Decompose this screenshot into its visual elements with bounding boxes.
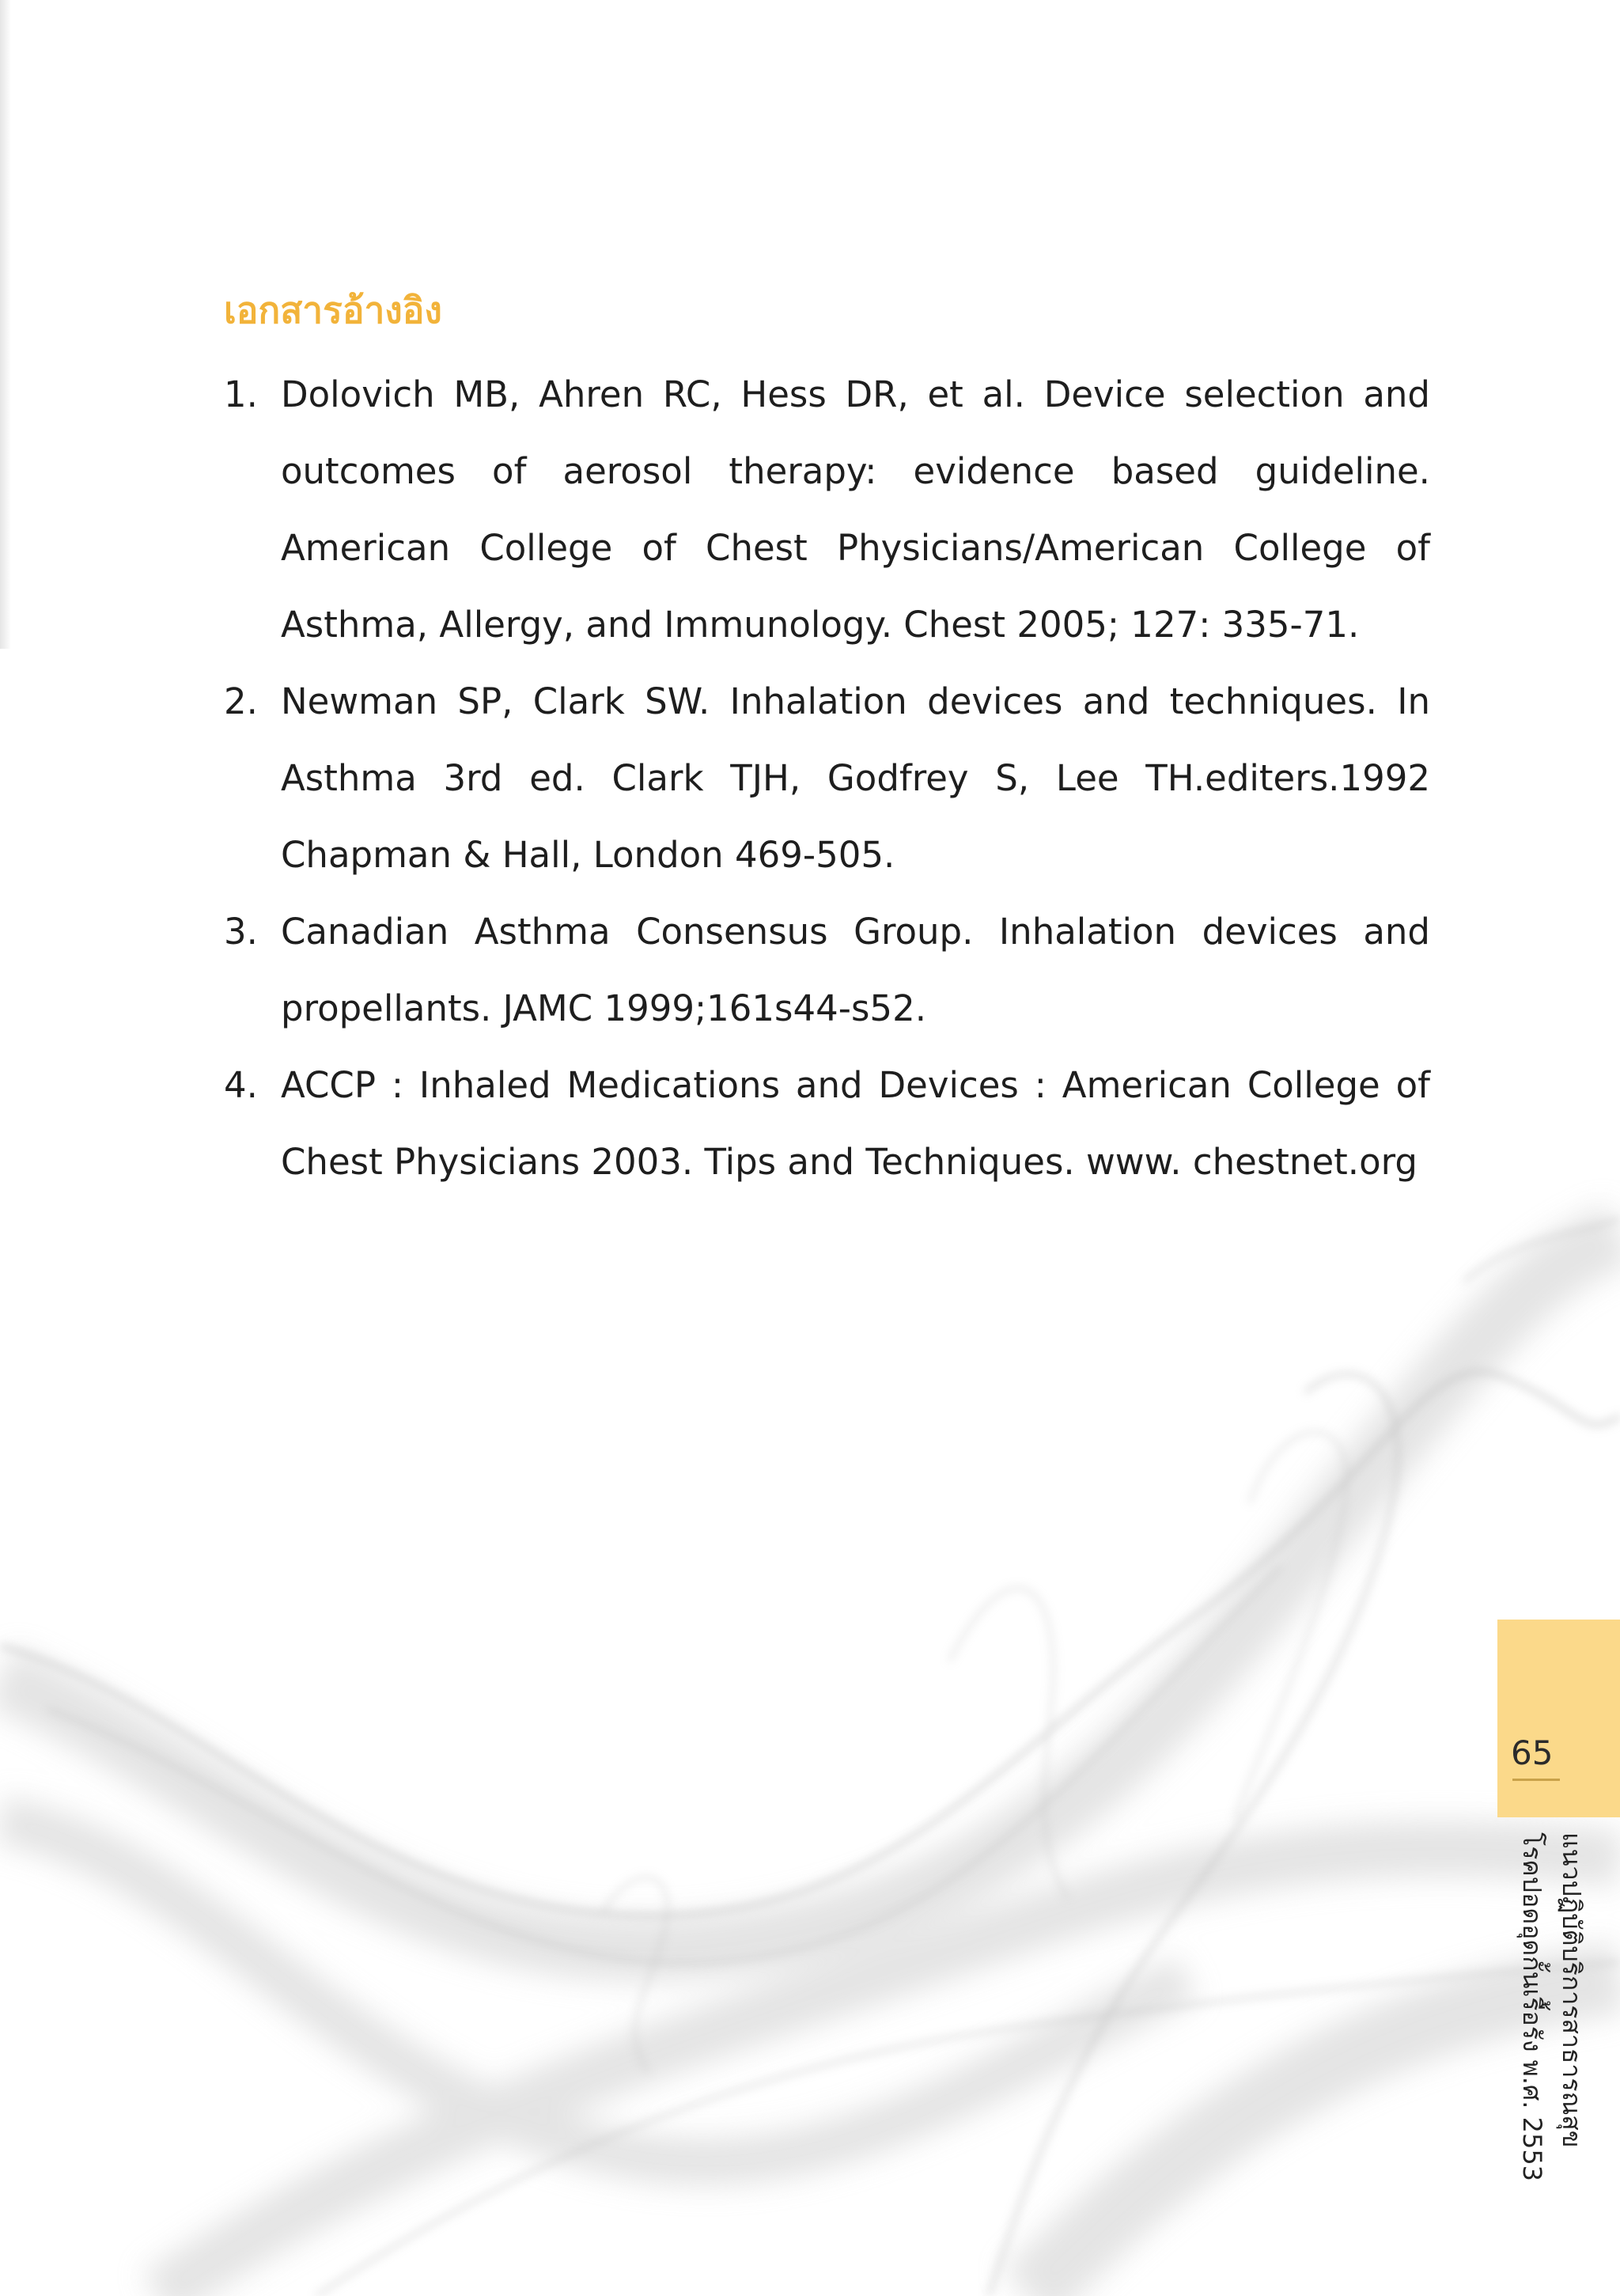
reference-item: [224, 893, 1430, 1047]
reference-text: Canadian Asthma Consensus Group. Inhalation devices and propellants. JAMC 1999;161s44-s52.: [281, 911, 1430, 1029]
page-tab: [1497, 1620, 1620, 1817]
reference-item: [224, 1047, 1430, 1200]
reference-item: [224, 663, 1430, 893]
book-title-line-1: แนวปฏิบัติบริการสาธารณสุข: [1557, 1832, 1587, 2148]
reference-number: 1.: [224, 373, 258, 415]
reference-text: ACCP : Inhaled Medications and Devices : American College of Chest Physicians 2003. Tips and Techniques. www. chestnet.org: [281, 1064, 1430, 1183]
left-edge-shadow: [0, 0, 11, 649]
page-number: 65: [1511, 1733, 1554, 1772]
reference-text: Newman SP, Clark SW. Inhalation devices and techniques. In Asthma 3rd ed. Clark TJH, Godfrey S, Lee TH.editers.1992 Chapman & Hall, London 469-505.: [281, 680, 1430, 876]
book-title-line-2: โรคปอดอุดกั้นเรื้อรัง พ.ศ. 2553: [1517, 1832, 1547, 2182]
reference-number: 4.: [224, 1064, 258, 1106]
reference-number: 3.: [224, 911, 258, 953]
section-heading: เอกสารอ้างอิง: [224, 289, 442, 332]
reference-text: Dolovich MB, Ahren RC, Hess DR, et al. Device selection and outcomes of aerosol therapy: evidence based guideline. American College of Chest Physicians/American College of Asthma, Allergy, and Immunology. Chest 2005; 127: 335-71.: [281, 373, 1430, 646]
page-number-underline: [1512, 1779, 1560, 1781]
book-title-vertical: [1517, 1832, 1592, 2182]
reference-list: [224, 356, 1430, 1200]
reference-number: 2.: [224, 680, 258, 722]
reference-item: [224, 356, 1430, 663]
